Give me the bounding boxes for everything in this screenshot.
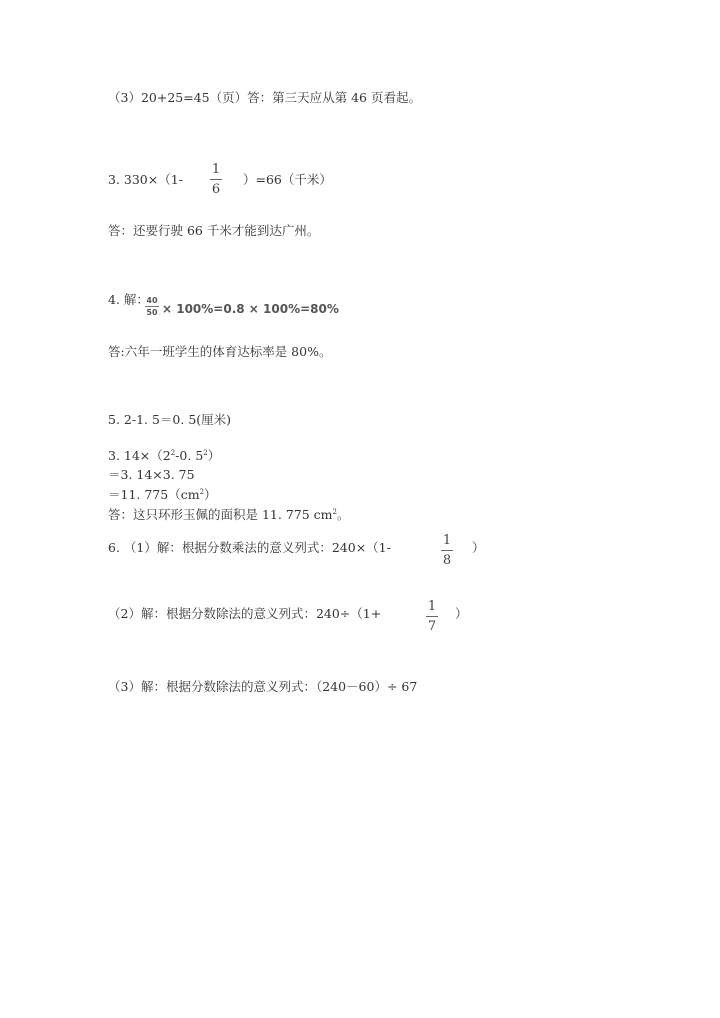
q5-answer-sup: 2 bbox=[332, 508, 337, 516]
q6-part1-numerator: 1 bbox=[442, 533, 452, 548]
q6-part2-prefix: （2）解：根据分数除法的意义列式：240÷（1+ bbox=[108, 606, 382, 621]
q5-line2-b: -0. 5 bbox=[175, 448, 204, 463]
fraction-bar bbox=[426, 616, 438, 617]
q6-part1-suffix: ） bbox=[472, 540, 485, 555]
q4-fraction-numerator: 40 bbox=[146, 296, 158, 305]
q5-line2-sup1: 2 bbox=[170, 449, 176, 457]
q5-line2-c: ） bbox=[207, 448, 221, 463]
q5-line2-a: 3. 14×（2 bbox=[108, 448, 171, 463]
q4-fraction bbox=[145, 296, 159, 317]
q6-part2-fraction bbox=[426, 600, 438, 634]
q3-fraction-denominator: 6 bbox=[211, 182, 221, 197]
q5-answer bbox=[108, 507, 350, 523]
q4-formula: × 100%=0.8 × 100%=80% bbox=[162, 302, 339, 316]
q5-line2 bbox=[108, 448, 220, 464]
q2-part3-line: （3）20+25=45（页）答：第三天应从第 46 页看起。 bbox=[108, 90, 421, 105]
q3-expression-prefix: 3. 330×（1- bbox=[108, 172, 183, 187]
fraction-bar bbox=[441, 550, 453, 551]
q5-answer-b: 。 bbox=[336, 507, 350, 522]
q3-answer: 答：还要行驶 66 千米才能到达广州。 bbox=[108, 223, 320, 238]
q5-line4-a: ＝11. 775（cm bbox=[108, 487, 200, 502]
q6-part2-suffix: ） bbox=[455, 606, 468, 621]
q6-part1-denominator: 8 bbox=[442, 553, 452, 568]
q6-part1-fraction bbox=[441, 534, 453, 568]
q4-answer: 答:六年一班学生的体育达标率是 80%。 bbox=[108, 344, 332, 359]
q6-part2-numerator: 1 bbox=[427, 599, 437, 614]
q5-line4 bbox=[108, 487, 217, 503]
q5-answer-a: 答：这只环形玉佩的面积是 11. 775 cm bbox=[108, 507, 333, 522]
q6-part3-line: （3）解：根据分数除法的意义列式：（240－60）÷ 67 bbox=[108, 679, 418, 694]
q5-line4-b: ） bbox=[204, 487, 217, 502]
q6-part1-prefix: 6. （1）解：根据分数乘法的意义列式：240×（1- bbox=[108, 540, 391, 555]
fraction-bar bbox=[210, 179, 222, 180]
fraction-bar bbox=[145, 306, 159, 307]
q6-part2-denominator: 7 bbox=[427, 619, 437, 634]
q4-fraction-denominator: 50 bbox=[146, 308, 158, 317]
q3-fraction-numerator: 1 bbox=[211, 162, 221, 177]
q5-line3: ＝3. 14×3. 75 bbox=[108, 467, 195, 482]
q5-line4-sup: 2 bbox=[199, 488, 205, 496]
q4-label: 4. 解： bbox=[108, 292, 149, 307]
q3-expression-suffix: ）=66（千米） bbox=[243, 172, 332, 187]
q3-fraction bbox=[210, 163, 222, 197]
q5-line1: 5. 2-1. 5＝0. 5(厘米) bbox=[108, 412, 232, 427]
q5-line2-sup2: 2 bbox=[203, 449, 208, 457]
